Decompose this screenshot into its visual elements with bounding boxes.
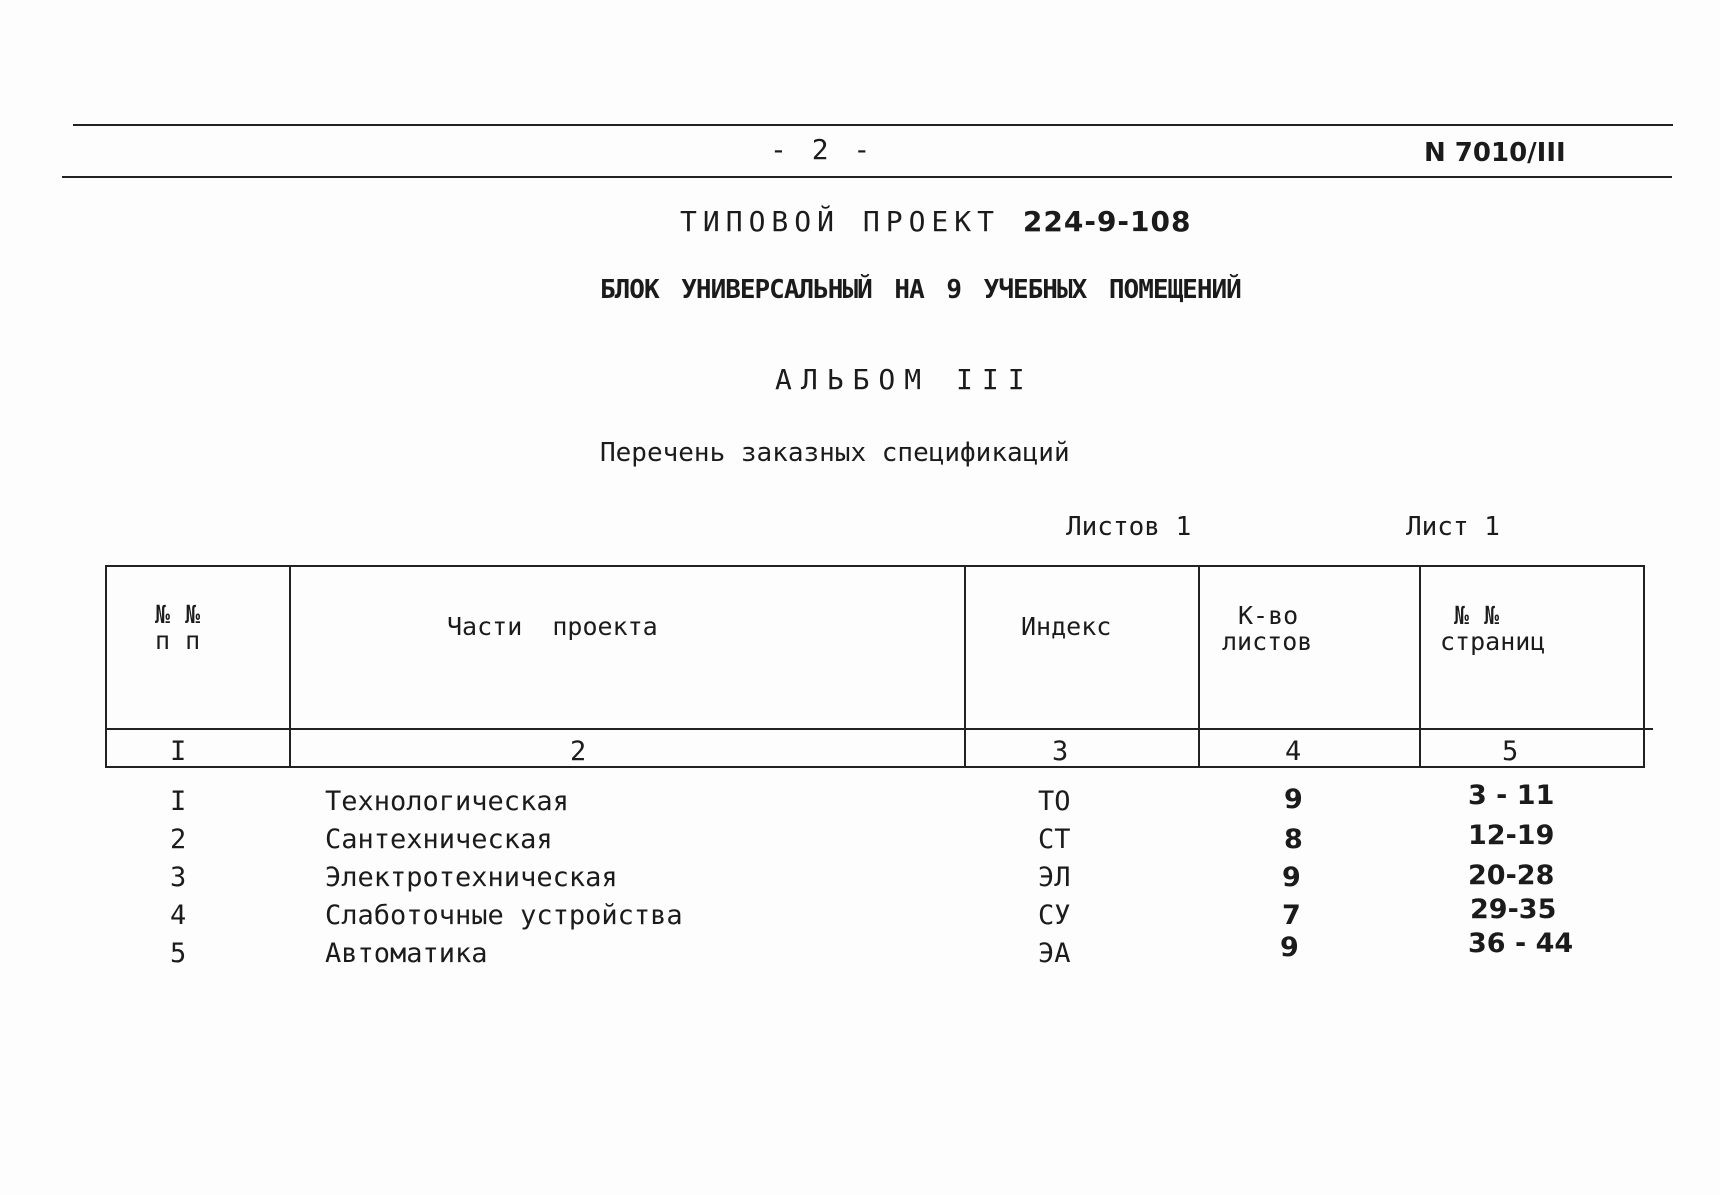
row-num: 2 <box>170 824 187 855</box>
page-number: - 2 - <box>770 133 875 166</box>
row-index: ЭЛ <box>1038 862 1071 893</box>
row-pages: 20-28 <box>1468 860 1555 891</box>
row-num: 3 <box>170 862 187 893</box>
project-subtitle: БЛОК УНИВЕРСАЛЬНЫЙ НА 9 УЧЕБНЫХ ПОМЕЩЕНИЙ <box>600 275 1241 305</box>
list-title: Перечень заказных спецификаций <box>600 438 1070 468</box>
spec-table-header <box>105 565 1645 768</box>
row-index: СУ <box>1038 900 1071 931</box>
row-sheets: 9 <box>1282 862 1301 893</box>
row-index: ЭА <box>1038 938 1071 969</box>
row-part: Сантехническая <box>325 824 553 855</box>
row-num: I <box>170 786 187 817</box>
row-sheets: 9 <box>1284 784 1303 815</box>
header-sheet-count: К-во листов <box>1222 601 1313 656</box>
document-number: N 7010/III <box>1424 138 1566 168</box>
header-pages: № № страниц <box>1440 601 1546 656</box>
album-title: АЛЬБОМ III <box>775 363 1034 396</box>
row-index: СТ <box>1038 824 1071 855</box>
colnum-3: 3 <box>1052 736 1069 767</box>
project-code: 224-9-108 <box>1022 205 1192 238</box>
row-sheets: 7 <box>1282 900 1301 931</box>
header-divider <box>105 728 1653 730</box>
row-pages: 3 - 11 <box>1468 780 1555 811</box>
col-divider <box>964 565 966 768</box>
row-part: Электротехническая <box>325 862 618 893</box>
row-part: Автоматика <box>325 938 488 969</box>
colnum-4: 4 <box>1285 736 1302 767</box>
row-part: Слаботочные устройства <box>325 900 683 931</box>
header-bottom-rule <box>62 176 1672 178</box>
sheet-number: Лист 1 <box>1406 512 1500 542</box>
project-title-label: ТИПОВОЙ ПРОЕКТ <box>680 205 1001 238</box>
col-divider <box>1419 565 1421 768</box>
colnum-5: 5 <box>1502 736 1519 767</box>
row-pages: 12-19 <box>1468 820 1555 851</box>
header-index: Индекс <box>1021 612 1112 641</box>
row-sheets: 9 <box>1280 932 1299 963</box>
colnum-1: I <box>170 736 187 767</box>
row-pages: 36 - 44 <box>1468 928 1574 959</box>
row-pages: 29-35 <box>1470 894 1557 925</box>
colnum-2: 2 <box>570 736 587 767</box>
row-sheets: 8 <box>1284 824 1303 855</box>
header-part: Части проекта <box>447 612 658 641</box>
top-rule <box>73 124 1673 126</box>
row-index: ТО <box>1038 786 1071 817</box>
header-num: № № п п <box>155 600 201 655</box>
row-num: 4 <box>170 900 187 931</box>
col-divider <box>1198 565 1200 768</box>
project-title <box>680 205 1192 238</box>
sheets-count: Листов 1 <box>1066 512 1192 542</box>
col-divider <box>289 565 291 768</box>
row-part: Технологическая <box>325 786 569 817</box>
row-num: 5 <box>170 938 187 969</box>
